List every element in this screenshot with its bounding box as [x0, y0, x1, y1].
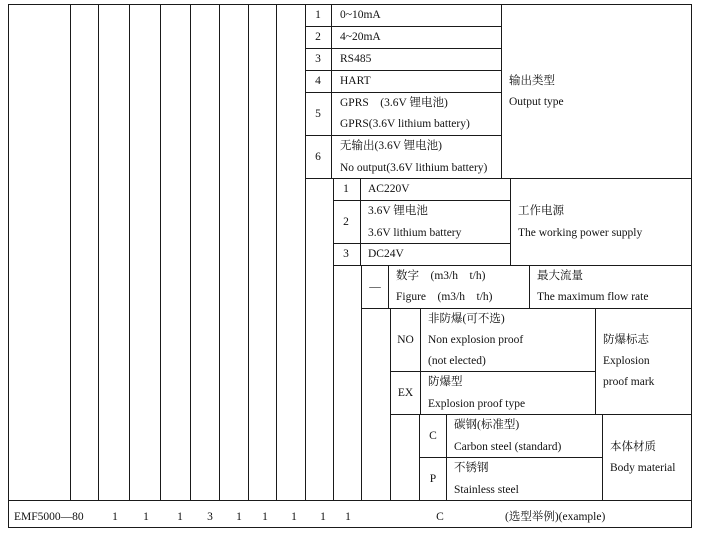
explosion-option-no-note: (not elected)	[428, 355, 486, 367]
output-option-2: 4~20mA	[340, 31, 381, 43]
output-option-6-en: No output(3.6V lithium battery)	[340, 162, 488, 174]
material-option-c-cn: 碳钢(标准型)	[454, 419, 520, 431]
code-col-line	[333, 178, 334, 501]
flow-desc-col-line	[529, 265, 530, 309]
explosion-desc-col-line	[595, 308, 596, 415]
output-code-6: 6	[315, 151, 321, 163]
output-row-line	[305, 26, 502, 27]
power-desc-col-line	[510, 178, 511, 266]
output-type-heading-cn: 输出类型	[509, 75, 555, 87]
explosion-heading-en-2: proof mark	[603, 376, 655, 388]
code-col-line	[248, 4, 249, 501]
output-option-5-cn: GPRS (3.6V 锂电池)	[340, 97, 448, 109]
explosion-option-ex-cn: 防爆型	[428, 376, 463, 388]
explosion-option-no-cn: 非防爆(可不选)	[428, 313, 505, 325]
example-model: EMF5000—80	[14, 511, 84, 523]
code-col-line	[361, 265, 362, 501]
explosion-code-ex: EX	[397, 387, 414, 399]
power-option-1: AC220V	[368, 183, 410, 195]
code-col-line	[276, 4, 277, 501]
example-digit: 1	[262, 511, 268, 523]
body-material-heading-cn: 本体材质	[610, 441, 656, 453]
material-code-p: P	[429, 473, 437, 485]
power-row-line	[333, 243, 511, 244]
example-digit: 1	[177, 511, 183, 523]
explosion-row-line	[390, 371, 596, 372]
explosion-section-end	[390, 414, 692, 415]
explosion-heading-cn: 防爆标志	[603, 334, 649, 346]
power-row-line	[333, 200, 511, 201]
output-code-1: 1	[315, 9, 321, 21]
explosion-option-ex-en: Explosion proof type	[428, 398, 526, 410]
example-digit: 1	[143, 511, 149, 523]
code-col-line	[160, 4, 161, 501]
output-type-heading-en: Output type	[509, 96, 564, 108]
code-col-line	[190, 4, 191, 501]
power-code-3: 3	[343, 248, 349, 260]
output-code-3: 3	[315, 53, 321, 65]
power-option-2-cn: 3.6V 锂电池	[368, 205, 428, 217]
table-border-left	[8, 4, 9, 528]
output-option-4: HART	[340, 75, 371, 87]
flow-option-cn: 数字 (m3/h t/h)	[396, 270, 486, 282]
explosion-code-no: NO	[397, 334, 414, 346]
code-col-line	[129, 4, 130, 501]
code-col-line	[305, 4, 306, 501]
table-border-top	[8, 4, 692, 5]
power-supply-heading-en: The working power supply	[518, 227, 643, 239]
code-col-line	[98, 4, 99, 501]
example-digit: 1	[112, 511, 118, 523]
output-code-5: 5	[315, 108, 321, 120]
power-option-3: DC24V	[368, 248, 404, 260]
output-row-line	[305, 135, 502, 136]
power-code-2: 2	[343, 216, 349, 228]
table-border-bottom	[8, 527, 692, 528]
power-code-1: 1	[343, 183, 349, 195]
output-row-line	[305, 92, 502, 93]
example-digit: 1	[345, 511, 351, 523]
output-option-3: RS485	[340, 53, 372, 65]
power-option-2-en: 3.6V lithium battery	[368, 227, 462, 239]
material-option-c-en: Carbon steel (standard)	[454, 441, 562, 453]
output-code-4: 4	[315, 75, 321, 87]
example-digit: 1	[291, 511, 297, 523]
flow-option-en: Figure (m3/h t/h)	[396, 291, 493, 303]
example-digit: 1	[236, 511, 242, 523]
material-option-p-en: Stainless steel	[454, 484, 519, 496]
flow-number-col-line	[388, 265, 389, 309]
material-code-c: C	[429, 430, 437, 442]
power-supply-heading-cn: 工作电源	[518, 205, 564, 217]
output-option-6-cn: 无输出(3.6V 锂电池)	[340, 140, 443, 152]
explosion-heading-en-1: Explosion	[603, 355, 650, 367]
explosion-option-no-en: Non explosion proof	[428, 334, 524, 346]
example-row-divider	[8, 500, 692, 501]
output-option-5-en: GPRS(3.6V lithium battery)	[340, 118, 470, 130]
code-col-line	[219, 4, 220, 501]
power-section-end	[333, 265, 692, 266]
output-code-2: 2	[315, 31, 321, 43]
output-option-1: 0~10mA	[340, 9, 381, 21]
material-option-p-cn: 不锈钢	[454, 462, 489, 474]
table-border-right	[691, 4, 692, 528]
flow-section-end	[361, 308, 692, 309]
output-row-line	[305, 48, 502, 49]
power-number-col-line	[360, 178, 361, 266]
body-material-heading-en: Body material	[610, 462, 676, 474]
explosion-number-col-line	[420, 308, 421, 415]
flow-code: —	[369, 281, 381, 293]
max-flow-heading-en: The maximum flow rate	[537, 291, 649, 303]
material-row-line	[419, 457, 603, 458]
max-flow-heading-cn: 最大流量	[537, 270, 583, 282]
example-caption: (选型举例)(example)	[505, 511, 606, 523]
example-digit: 3	[207, 511, 213, 523]
example-material-code: C	[436, 511, 444, 523]
output-section-end	[305, 178, 692, 179]
code-col-line	[70, 4, 71, 501]
output-row-line	[305, 70, 502, 71]
example-digit: 1	[320, 511, 326, 523]
